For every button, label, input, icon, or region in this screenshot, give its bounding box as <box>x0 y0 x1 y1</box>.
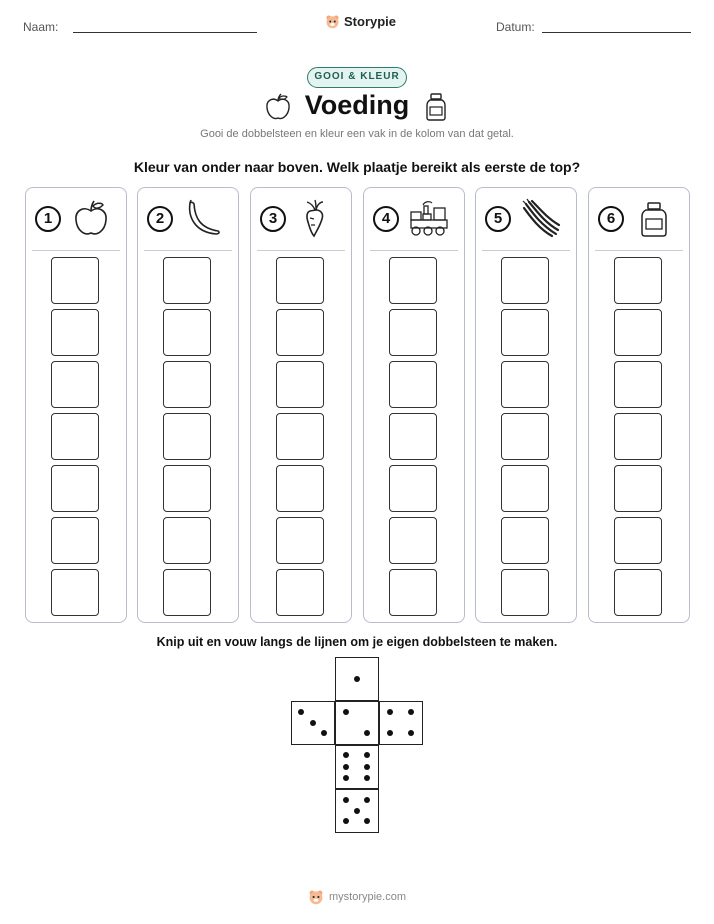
dice-pip <box>364 775 370 781</box>
column-number: 1 <box>35 206 61 232</box>
color-box[interactable] <box>276 309 324 356</box>
date-line[interactable] <box>542 32 691 33</box>
color-box[interactable] <box>614 361 662 408</box>
date-label: Datum: <box>496 20 535 34</box>
color-box[interactable] <box>614 257 662 304</box>
column-number: 4 <box>373 206 399 232</box>
column-divider <box>482 250 570 251</box>
dice-pip <box>343 797 349 803</box>
column-3 <box>250 187 352 623</box>
color-box[interactable] <box>614 465 662 512</box>
color-box[interactable] <box>276 569 324 616</box>
color-box[interactable] <box>51 361 99 408</box>
color-box[interactable] <box>51 257 99 304</box>
dice-pip <box>364 797 370 803</box>
color-box[interactable] <box>614 517 662 564</box>
color-box[interactable] <box>51 517 99 564</box>
footer-url[interactable]: mystorypie.com <box>328 891 407 903</box>
dice-pip <box>343 752 349 758</box>
color-box[interactable] <box>276 517 324 564</box>
storypie-mascot-icon <box>325 14 340 29</box>
color-box[interactable] <box>163 517 211 564</box>
color-box[interactable] <box>389 517 437 564</box>
column-2 <box>137 187 239 623</box>
color-box[interactable] <box>163 309 211 356</box>
dice-face-5 <box>335 789 379 833</box>
dice-pip <box>364 730 370 736</box>
column-number: 2 <box>147 206 173 232</box>
color-box[interactable] <box>276 361 324 408</box>
column-divider <box>595 250 683 251</box>
dice-face-2 <box>335 701 379 745</box>
dice-pip <box>354 808 360 814</box>
dice-pip <box>387 709 393 715</box>
column-6 <box>588 187 690 623</box>
dice-pip <box>408 709 414 715</box>
jar-icon <box>424 92 448 122</box>
apple-icon <box>70 198 112 240</box>
green-beans-icon <box>520 198 562 240</box>
dice-pip <box>408 730 414 736</box>
column-4 <box>363 187 465 623</box>
color-box[interactable] <box>51 413 99 460</box>
dice-pip <box>343 764 349 770</box>
dice-face-4 <box>379 701 423 745</box>
train-icon <box>408 198 450 240</box>
storypie-mascot-icon <box>308 889 324 905</box>
color-box[interactable] <box>163 361 211 408</box>
column-divider <box>144 250 232 251</box>
color-box[interactable] <box>163 257 211 304</box>
color-box[interactable] <box>501 257 549 304</box>
color-box[interactable] <box>51 309 99 356</box>
column-number: 3 <box>260 206 286 232</box>
dice-pip <box>364 752 370 758</box>
dice-pip <box>364 818 370 824</box>
color-box[interactable] <box>501 309 549 356</box>
brand-logo <box>325 14 396 29</box>
color-box[interactable] <box>276 465 324 512</box>
dice-face-1 <box>335 657 379 701</box>
banana-icon <box>182 198 224 240</box>
color-box[interactable] <box>276 413 324 460</box>
dice-face-3 <box>291 701 335 745</box>
carrot-icon <box>295 198 337 240</box>
color-box[interactable] <box>389 569 437 616</box>
color-box[interactable] <box>501 517 549 564</box>
column-number: 6 <box>598 206 624 232</box>
footer <box>0 889 714 905</box>
dice-pip <box>343 775 349 781</box>
brand-name: Storypie <box>344 14 397 29</box>
dice-pip <box>310 720 316 726</box>
dice-pip <box>343 818 349 824</box>
color-box[interactable] <box>163 569 211 616</box>
name-line[interactable] <box>73 32 257 33</box>
color-box[interactable] <box>51 465 99 512</box>
dice-pip <box>343 709 349 715</box>
jar-icon <box>633 198 675 240</box>
color-box[interactable] <box>501 465 549 512</box>
color-box[interactable] <box>614 309 662 356</box>
coloring-instruction: Kleur van onder naar boven. Welk plaatje bereikt als eerste de top? <box>133 159 581 175</box>
color-box[interactable] <box>501 569 549 616</box>
color-box[interactable] <box>614 569 662 616</box>
dice-face-6 <box>335 745 379 789</box>
dice-pip <box>387 730 393 736</box>
color-box[interactable] <box>163 465 211 512</box>
column-1 <box>25 187 127 623</box>
column-divider <box>32 250 120 251</box>
color-box[interactable] <box>389 413 437 460</box>
category-badge: GOOI & KLEUR <box>307 67 407 88</box>
color-box[interactable] <box>501 413 549 460</box>
color-box[interactable] <box>51 569 99 616</box>
column-number: 5 <box>485 206 511 232</box>
dice-pip <box>354 676 360 682</box>
color-box[interactable] <box>389 361 437 408</box>
color-box[interactable] <box>501 361 549 408</box>
color-box[interactable] <box>163 413 211 460</box>
column-divider <box>370 250 458 251</box>
color-box[interactable] <box>389 465 437 512</box>
color-box[interactable] <box>389 257 437 304</box>
page-title: Voeding <box>304 90 410 120</box>
column-divider <box>257 250 345 251</box>
color-box[interactable] <box>389 309 437 356</box>
color-box[interactable] <box>614 413 662 460</box>
dice-pip <box>364 764 370 770</box>
page-subtitle: Gooi de dobbelsteen en kleur een vak in de kolom van dat getal. <box>200 128 514 140</box>
dice-pip <box>298 709 304 715</box>
name-label: Naam: <box>23 20 59 34</box>
cut-instruction: Knip uit en vouw langs de lijnen om je eigen dobbelsteen te maken. <box>156 635 558 649</box>
color-box[interactable] <box>276 257 324 304</box>
apple-icon <box>263 92 293 122</box>
dice-pip <box>321 730 327 736</box>
column-5 <box>475 187 577 623</box>
